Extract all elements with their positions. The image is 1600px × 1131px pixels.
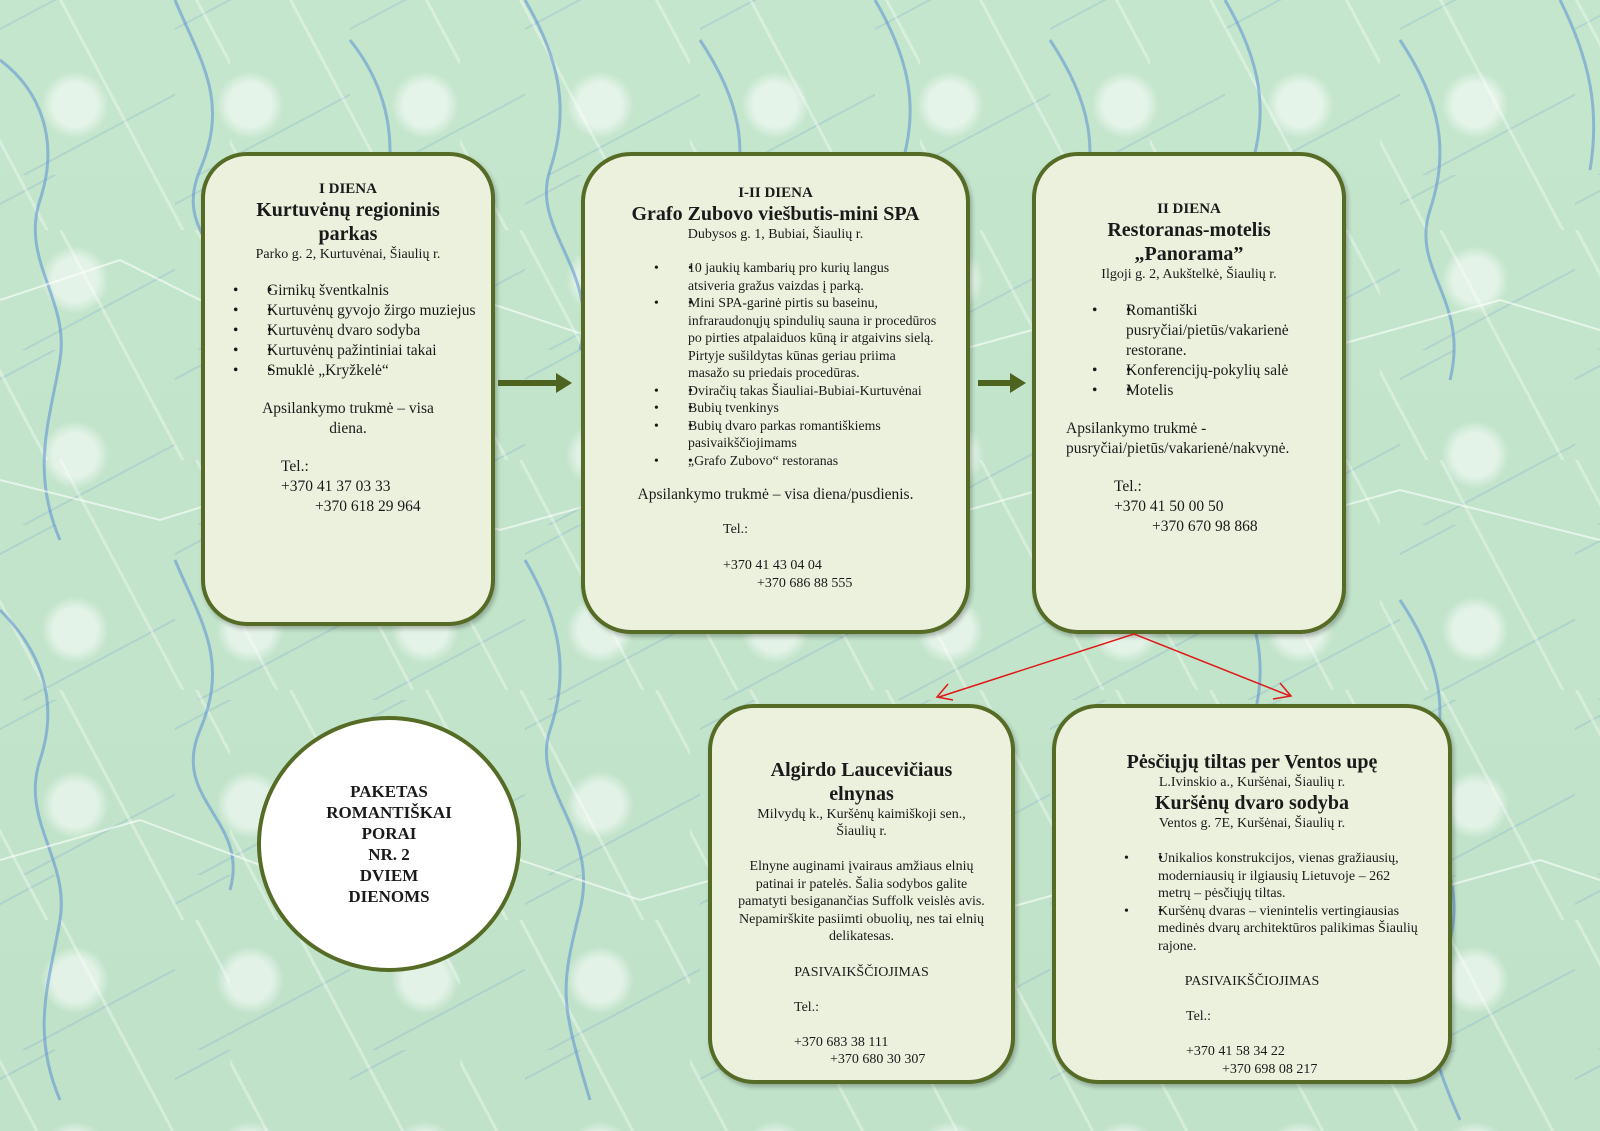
- card-day-label: I DIENA: [319, 181, 377, 197]
- phone-number: +370 41 37 03 33: [281, 478, 391, 495]
- list-item: • • 10 jaukių kambarių pro kurių langus atsiveria gražus vaizdas į parką.: [688, 259, 938, 294]
- list-item: • • Kurtuvėnų gyvojo žirgo muziejus: [267, 301, 477, 321]
- list-item: • • Bubių dvaro parkas romantiškiems pasivaikščiojimams: [688, 417, 938, 452]
- package-line: DIENOMS: [348, 887, 430, 906]
- card-elnynas: [708, 704, 1015, 1084]
- phone-label: Tel.:: [1186, 1009, 1212, 1024]
- card-day2-panorama: [1032, 152, 1346, 634]
- list-item: • • Smuklė „Kryžkelė“: [267, 361, 477, 381]
- phone-number: +370 683 38 111: [794, 1034, 889, 1050]
- card-description: Elnyne auginami įvairaus amžiaus elnių patinai ir patelės. Šalia sodybos galite pamatyti besiganančias Suffolk veislės avis. Nepamirškite pasiimti obuolių, nes tai elnių delikatesas.: [738, 859, 985, 944]
- card-day1-kurtuvenai: [201, 152, 495, 626]
- card-title-secondary: Kuršėnų dvaro sodyba: [1154, 792, 1350, 814]
- card-kursenai: [1052, 704, 1452, 1084]
- package-line: ROMANTIŠKAI: [326, 803, 452, 822]
- card-address: Dubysos g. 1, Bubiai, Šiaulių r.: [687, 227, 864, 242]
- card-address: Milvydų k., Kuršėnų kaimiškoji sen., Šiaulių r.: [757, 807, 966, 839]
- package-line: PAKETAS: [350, 782, 428, 801]
- package-line: DVIEM: [359, 866, 419, 885]
- contact-phones: [723, 521, 948, 593]
- contact-phones: [281, 457, 477, 517]
- card-address: Parko g. 2, Kurtuvėnai, Šiaulių r.: [255, 247, 441, 262]
- phone-number: +370 680 30 307: [830, 1052, 926, 1067]
- phone-number: +370 686 88 555: [757, 576, 853, 591]
- list-item: • • Kurtuvėnų dvaro sodyba: [267, 321, 477, 341]
- activity-label: PASIVAIKŠČIOJIMAS: [1184, 974, 1320, 989]
- phone-label: Tel.:: [281, 458, 309, 475]
- card-address: Ilgoji g. 2, Aukštelkė, Šiaulių r.: [1101, 267, 1277, 282]
- card-title: Grafo Zubovo viešbutis-mini SPA: [631, 203, 920, 225]
- activity-label: PASIVAIKŠČIOJIMAS: [794, 964, 929, 980]
- list-item: • • Mini SPA-garinė pirtis su baseinu, infraraudonųjų spindulių sauna ir procedūros po pirties atpalaiduos kūną ir atgaivins sielą. Pirtyje sušildytas kūnas geriau priima masažo su priedais procedūras.: [688, 294, 938, 382]
- card-day-label: II DIENA: [1157, 201, 1221, 217]
- phone-label: Tel.:: [1114, 478, 1142, 495]
- phone-number: +370 698 08 217: [1222, 1061, 1318, 1077]
- visit-duration: Apsilankymo trukmė – visa diena/pusdienis.: [637, 486, 914, 503]
- card-days1-2-zubovo: [581, 152, 970, 634]
- package-line: NR. 2: [368, 845, 410, 864]
- card-address-secondary: Ventos g. 7E, Kuršėnai, Šiaulių r.: [1158, 816, 1346, 831]
- phone-number: +370 41 43 04 04: [723, 558, 822, 573]
- phone-number: +370 618 29 964: [315, 498, 421, 515]
- package-line: PORAI: [361, 824, 417, 843]
- list-item: • • Kuršėnų dvaras – vienintelis vertingiausias medinės dvarų architektūros palikimas Šiaulių rajone.: [1158, 903, 1418, 956]
- card-feature-list: [233, 281, 477, 381]
- contact-phones: [1186, 1008, 1428, 1078]
- phone-label: Tel.:: [723, 522, 749, 537]
- phone-number: +370 670 98 868: [1152, 518, 1258, 535]
- list-item: • • Unikalios konstrukcijos, vienas gražiausių, moderniausių ir ilgiausių Lietuvoje – 262 metrų – pėsčiųjų tiltas.: [1158, 850, 1418, 903]
- list-item: • • Kurtuvėnų pažintiniai takai: [267, 341, 477, 361]
- list-item: • • „Grafo Zubovo“ restoranas: [688, 452, 938, 470]
- card-day-label: I-II DIENA: [738, 185, 813, 201]
- list-item: • • Romantiški pusryčiai/pietūs/vakarienė restorane.: [1126, 301, 1316, 361]
- contact-phones: [794, 999, 993, 1069]
- list-item: • • Konferencijų-pokylių salė: [1126, 361, 1316, 381]
- visit-duration: Apsilankymo trukmė – visa diena.: [262, 400, 434, 437]
- list-item: • • Girnikų šventkalnis: [267, 281, 477, 301]
- card-title: Algirdo Laucevičiaus elnynas: [770, 759, 953, 805]
- list-item: • • Dviračių takas Šiauliai-Bubiai-Kurtuvėnai: [688, 382, 938, 400]
- card-title: Kurtuvėnų regioninis parkas: [256, 199, 440, 245]
- visit-duration: Apsilankymo trukmė - pusryčiai/pietūs/vakarienė/nakvynė.: [1066, 420, 1290, 457]
- list-item: • • Bubių tvenkinys: [688, 399, 938, 417]
- card-title: Pėsčiųjų tiltas per Ventos upę: [1126, 751, 1378, 773]
- list-item: • • Motelis: [1126, 381, 1316, 401]
- card-address: L.Ivinskio a., Kuršėnai, Šiaulių r.: [1158, 775, 1346, 790]
- contact-phones: [1114, 477, 1326, 537]
- phone-number: +370 41 50 00 50: [1114, 498, 1224, 515]
- package-badge: [257, 716, 521, 972]
- phone-number: +370 41 58 34 22: [1186, 1044, 1285, 1059]
- card-feature-list: [654, 259, 938, 469]
- card-feature-list: [1124, 850, 1418, 955]
- card-feature-list: [1092, 301, 1316, 401]
- phone-label: Tel.:: [794, 999, 820, 1015]
- card-title: Restoranas-motelis „Panorama”: [1107, 219, 1271, 265]
